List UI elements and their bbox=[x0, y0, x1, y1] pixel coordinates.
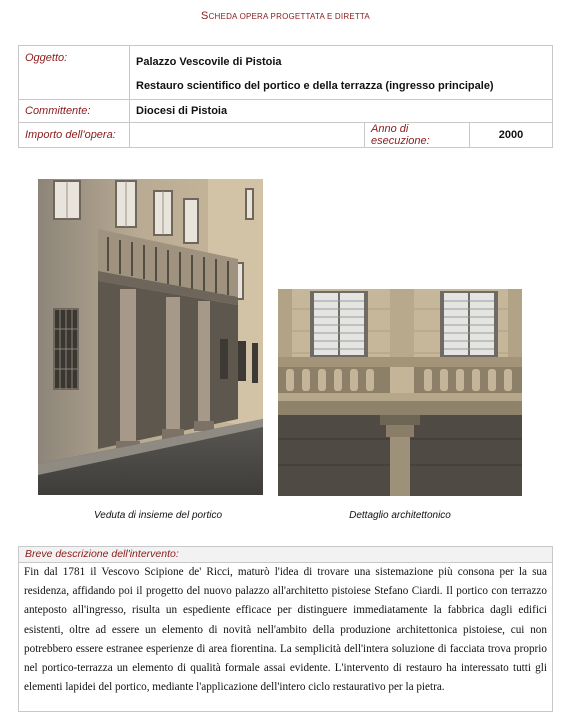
description-title: Breve descrizione dell'intervento: bbox=[19, 547, 552, 563]
description-box bbox=[18, 546, 553, 712]
info-table bbox=[18, 45, 553, 148]
portico-photo bbox=[38, 179, 263, 495]
portico-caption: Veduta di insieme del portico bbox=[93, 510, 223, 521]
heading-rest: CHEDA OPERA PROGETTATA E DIRETTA bbox=[208, 12, 370, 21]
anno-label: Anno di esecuzione: bbox=[365, 123, 470, 148]
heading-initial: S bbox=[201, 10, 209, 22]
oggetto-line1: Palazzo Vescovile di Pistoia bbox=[130, 46, 553, 74]
description-text: Fin dal 1781 il Vescovo Scipione de' Ricci, maturò l'idea di trovare una sistemazione più consona per la sua residenza, affidando poi il progetto del nuovo palazzo all'architetto pistoiese Stefano Ciardi. Il portico con terrazzo anteposto all'ingresso, risulta un espediente efficace per distinguere immediatamente la fabbrica dagli edifici esistenti, oltre ad essere un elemento di novità nell'ambito della produzione architettonica pistoiese, cui non potrebbero essere estranee esperienze di area fiorentina. La semplicità dell'intera soluzione di facciata trova proprio nel portico-terrazza un elemento di qualità formale assai evidente. L'intervento di restauro ha interessato tutti gli elementi lapidei del portico, mediante l'applicazione dell'intero ciclo restaurativo per la pietra. bbox=[24, 566, 547, 694]
committente-label: Committente: bbox=[19, 100, 130, 123]
document-heading bbox=[0, 10, 571, 22]
oggetto-label: Oggetto: bbox=[19, 46, 130, 100]
importo-label: Importo dell'opera: bbox=[19, 123, 130, 148]
importo-value bbox=[130, 123, 365, 148]
detail-photo bbox=[278, 289, 522, 496]
committente-value: Diocesi di Pistoia bbox=[130, 100, 553, 123]
anno-value: 2000 bbox=[470, 123, 553, 148]
oggetto-line2: Restauro scientifico del portico e della terrazza (ingresso principale) bbox=[130, 73, 553, 100]
detail-caption: Dettaglio architettonico bbox=[349, 510, 451, 521]
